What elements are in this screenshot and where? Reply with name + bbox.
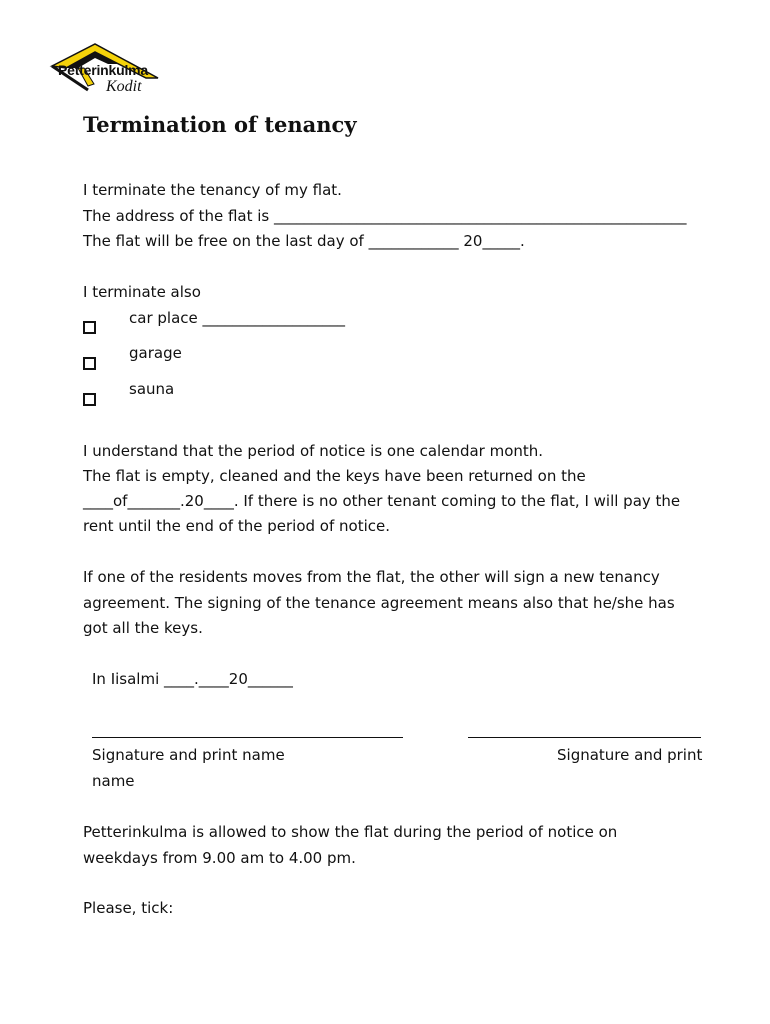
residents-line-2: agreement. The signing of the tenance agreement means also that he/she has: [83, 594, 675, 612]
signature-line-left[interactable]: [92, 737, 403, 738]
notice-line-1: I understand that the period of notice is one calendar month.: [83, 442, 544, 460]
signature-line-right[interactable]: [468, 737, 701, 738]
notice-line-2: The flat is empty, cleaned and the keys have been returned on the: [83, 467, 586, 485]
sauna-label: sauna: [129, 380, 175, 398]
notice-line-3[interactable]: ____of_______.20____. If there is no other tenant coming to the flat, I will pay the: [83, 492, 681, 510]
showing-line-2: weekdays from 9.00 am to 4.00 pm.: [83, 849, 356, 867]
showing-line-1: Petterinkulma is allowed to show the flat during the period of notice on: [83, 823, 618, 841]
logo-name: Petterinkulma: [58, 62, 148, 78]
terminate-also-heading: I terminate also: [83, 283, 201, 301]
residents-line-1: If one of the residents moves from the flat, the other will sign a new tenancy: [83, 568, 660, 586]
signature-label-right: Signature and print: [557, 746, 703, 764]
car-place-checkbox[interactable]: [83, 321, 96, 334]
address-field-line[interactable]: The address of the flat is _______________________________________________________: [83, 207, 687, 225]
sauna-checkbox[interactable]: [83, 393, 96, 406]
signature-label-left: Signature and print name: [92, 746, 285, 764]
garage-label: garage: [129, 344, 182, 362]
logo-subtitle: Kodit: [106, 78, 142, 95]
please-tick-label: Please, tick:: [83, 899, 174, 917]
car-place-label: car place ___________________: [129, 309, 345, 327]
place-date-field[interactable]: In Iisalmi ____.____20______: [92, 670, 293, 688]
intro-line-1: I terminate the tenancy of my flat.: [83, 181, 342, 199]
notice-line-4: rent until the end of the period of notice.: [83, 517, 390, 535]
signature-label-wrap: name: [92, 772, 135, 790]
page-title: Termination of tenancy: [83, 112, 357, 137]
free-date-field-line[interactable]: The flat will be free on the last day of ____________ 20_____.: [83, 232, 525, 250]
garage-checkbox[interactable]: [83, 357, 96, 370]
residents-line-3: got all the keys.: [83, 619, 203, 637]
